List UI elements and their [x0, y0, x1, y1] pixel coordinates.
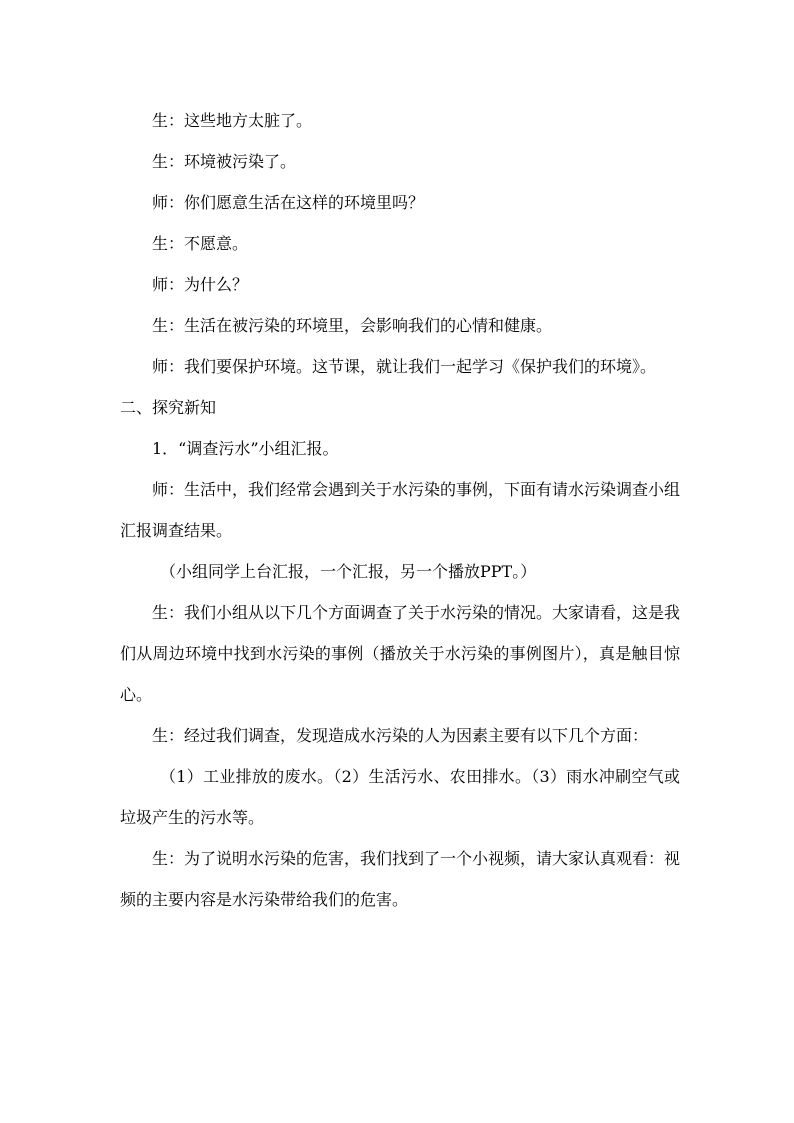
paragraph-8: 师：生活中，我们经常会遇到关于水污染的事例，下面有请水污染调查小组汇报调查结果。: [120, 480, 681, 540]
paragraph-1: 生：这些地方太脏了。: [152, 111, 313, 130]
subheading-1: 1．“调查污水”小组汇报。: [152, 439, 339, 458]
paragraph-12: （1）工业排放的废水。（2）生活污水、农田排水。（3）雨水冲刷空气或垃圾产生的污水等。: [120, 767, 680, 827]
paragraph-11: 生：经过我们调查，发现造成水污染的人为因素主要有以下几个方面：: [152, 726, 649, 745]
paragraph-13: 生：为了说明水污染的危害，我们找到了一个小视频，请大家认真观看：视频的主要内容是水污染带给我们的危害。: [120, 849, 681, 909]
section-heading: 二、探究新知: [120, 398, 217, 417]
paragraph-7: 师：我们要保护环境。这节课，就让我们一起学习《保护我们的环境》。: [152, 357, 657, 376]
paragraph-2: 生：环境被污染了。: [152, 152, 297, 171]
paragraph-3: 师：你们愿意生活在这样的环境里吗？: [152, 193, 425, 212]
document-body: [120, 100, 680, 920]
paragraph-10: 生：我们小组从以下几个方面调查了关于水污染的情况。大家请看，这是我们从周边环境中找到水污染的事例（播放关于水污染的事例图片），真是触目惊心。: [120, 603, 681, 704]
paragraph-5: 师：为什么？: [152, 275, 249, 294]
paragraph-6: 生：生活在被污染的环境里，会影响我们的心情和健康。: [152, 316, 553, 335]
paragraph-9: （小组同学上台汇报，一个汇报，另一个播放PPT。）: [160, 562, 537, 581]
paragraph-4: 生：不愿意。: [152, 234, 249, 253]
